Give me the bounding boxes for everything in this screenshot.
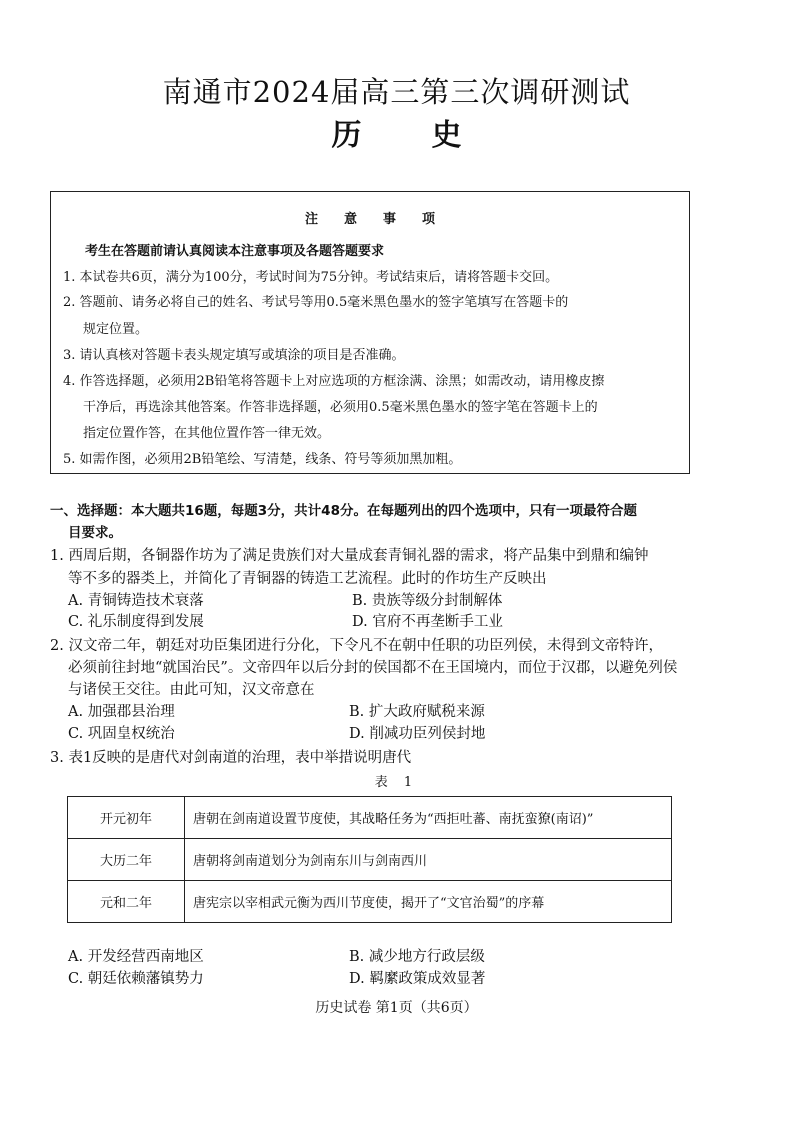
q2-option-a[interactable]: A. 加强郡县治理 xyxy=(68,704,175,720)
notice-line: 干净后，再选涂其他答案。作答非选择题，必须用0.5毫米黑色墨水的签字笔在答题卡上的 xyxy=(83,400,598,415)
q3-option-b[interactable]: B. 减少地方行政层级 xyxy=(349,949,485,965)
q2-option-d[interactable]: D. 削减功臣列侯封地 xyxy=(349,726,486,742)
notice-title: 注意事项 xyxy=(304,212,461,227)
notice-line: 规定位置。 xyxy=(83,322,149,337)
question-2-text: 2. 汉文帝二年，朝廷对功臣集团进行分化，下令凡不在朝中任职的功臣列侯，未得到文帝特许， xyxy=(50,638,663,654)
question-1-text: 1. 西周后期，各铜器作坊为了满足贵族们对大量成套青铜礼器的需求，将产品集中到鼎和编钟 xyxy=(50,548,649,564)
notice-box xyxy=(50,191,690,474)
section-heading-cont: 目要求。 xyxy=(68,525,122,541)
q1-option-c[interactable]: C. 礼乐制度得到发展 xyxy=(68,614,204,630)
table-cell-year: 开元初年 xyxy=(68,797,185,839)
q2-option-b[interactable]: B. 扩大政府赋税来源 xyxy=(349,704,485,720)
question-2-text-cont: 必须前往封地“就国治民”。文帝四年以后分封的侯国都不在王国境内，而位于汉郡，以避免列侯 xyxy=(68,660,678,676)
q2-option-c[interactable]: C. 巩固皇权统治 xyxy=(68,726,175,742)
table-caption: 表 1 xyxy=(374,775,419,790)
exam-title: 南通市2024届高三第三次调研测试 xyxy=(162,75,631,109)
subject-title: 历史 xyxy=(331,118,532,153)
policy-table xyxy=(67,796,672,923)
notice-line: 1. 本试卷共6页，满分为100分，考试时间为75分钟。考试结束后，请将答题卡交回。 xyxy=(63,270,559,285)
question-2-text-cont: 与诸侯王交往。由此可知，汉文帝意在 xyxy=(68,682,315,698)
q3-option-d[interactable]: D. 羁縻政策成效显著 xyxy=(349,971,486,987)
table-cell-year: 大历二年 xyxy=(68,839,185,881)
page-footer: 历史试卷 第1页（共6页） xyxy=(315,1000,478,1016)
q1-option-a[interactable]: A. 青铜铸造技术衰落 xyxy=(68,593,204,609)
question-3-text: 3. 表1反映的是唐代对剑南道的治理，表中举措说明唐代 xyxy=(50,750,412,766)
q1-option-b[interactable]: B. 贵族等级分封制解体 xyxy=(352,593,503,609)
notice-requirement: 考生在答题前请认真阅读本注意事项及各题答题要求 xyxy=(85,244,385,259)
section-heading: 一、选择题：本大题共16题，每题3分，共计48分。在每题列出的四个选项中，只有一项最符合题 xyxy=(50,503,637,519)
table-row xyxy=(68,797,672,839)
table-row xyxy=(68,839,672,881)
table-cell-text: 唐宪宗以宰相武元衡为西川节度使，揭开了“文官治蜀”的序幕 xyxy=(185,881,672,923)
q3-option-c[interactable]: C. 朝廷依赖藩镇势力 xyxy=(68,971,204,987)
q1-option-d[interactable]: D. 官府不再垄断手工业 xyxy=(352,614,503,630)
table-cell-text: 唐朝在剑南道设置节度使，其战略任务为“西拒吐蕃、南抚蛮獠(南诏)” xyxy=(185,797,672,839)
notice-line: 4. 作答选择题，必须用2B铅笔将答题卡上对应选项的方框涂满、涂黑；如需改动，请用橡皮擦 xyxy=(63,374,605,389)
table-cell-text: 唐朝将剑南道划分为剑南东川与剑南西川 xyxy=(185,839,672,881)
notice-line: 5. 如需作图，必须用2B铅笔绘、写清楚，线条、符号等须加黑加粗。 xyxy=(63,452,462,467)
question-1-text-cont: 等不多的器类上，并简化了青铜器的铸造工艺流程。此时的作坊生产反映出 xyxy=(68,571,547,587)
table-row xyxy=(68,881,672,923)
q3-option-a[interactable]: A. 开发经营西南地区 xyxy=(68,949,204,965)
notice-line: 指定位置作答，在其他位置作答一律无效。 xyxy=(83,426,331,441)
notice-line: 2. 答题前、请务必将自己的姓名、考试号等用0.5毫米黑色墨水的签字笔填写在答题卡的 xyxy=(63,295,569,310)
notice-line: 3. 请认真核对答题卡表头规定填写或填涂的项目是否准确。 xyxy=(63,348,405,363)
table-cell-year: 元和二年 xyxy=(68,881,185,923)
